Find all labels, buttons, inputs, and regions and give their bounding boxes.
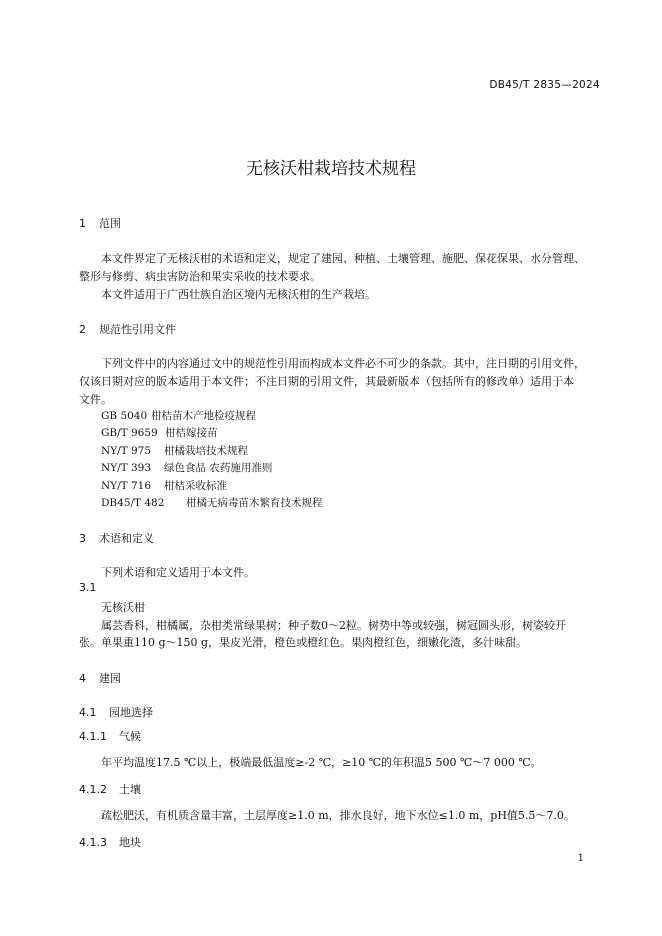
soil-requirements: 疏松肥沃，有机质含量丰富，土层厚度≥1.0 m，排水良好，地下水位≤1.0 m，pH值5.5～7.0。 [101, 809, 575, 822]
reference-code: NY/T 716 [101, 480, 152, 492]
terms-intro: 下列术语和定义适用于本文件。 [101, 566, 255, 579]
section-title: 建园 [99, 672, 121, 685]
reference-code: NY/T 975 [101, 445, 152, 457]
reference-title: 绿色食品 农药施用准则 [164, 462, 273, 474]
reference-title: 柑桔采收标准 [164, 480, 227, 492]
reference-title: 柑橘无病毒苗木繁育技术规程 [186, 497, 323, 509]
reference-title: 柑橘栽培技术规程 [164, 445, 248, 457]
section-4-heading [79, 670, 121, 686]
reference-item [101, 408, 256, 423]
section-1-heading [79, 215, 121, 231]
reference-item [101, 478, 227, 493]
reference-title: 柑桔嫁接苗 [165, 427, 218, 439]
reference-code: DB45/T 482 [101, 497, 165, 509]
reference-item [101, 425, 218, 440]
document-number: DB45/T 2835—2024 [489, 79, 600, 91]
section-title: 规范性引用文件 [99, 323, 176, 336]
term-number: 3.1 [79, 581, 97, 594]
references-intro-line-3: 文件。 [79, 393, 112, 406]
section-number: 4 [79, 672, 86, 685]
scope-paragraph-1-line-1: 本文件界定了无核沃柑的术语和定义，规定了建园、种植、土壤管理、施肥、保花保果、水分管理、 [101, 252, 585, 265]
subsection-number: 4.1.2 [79, 783, 107, 796]
subsection-4-1-2-heading [79, 781, 141, 797]
scope-paragraph-1-line-2: 整形与修剪、病虫害防治和果实采收的技术要求。 [79, 270, 321, 283]
reference-code: NY/T 393 [101, 462, 152, 474]
reference-item [101, 443, 248, 458]
reference-item [101, 495, 323, 510]
term-definition-line-2: 张。单果重110 g～150 g，果皮光滑，橙色或橙红色。果肉橙红色，细嫩化渣，多汁味甜。 [79, 636, 528, 649]
subsection-title: 气候 [119, 730, 141, 743]
scope-paragraph-2: 本文件适用于广西壮族自治区境内无核沃柑的生产栽培。 [101, 288, 376, 301]
reference-title: 柑桔苗木产地检疫规程 [151, 410, 256, 422]
term-definition-line-1: 属芸香科，柑橘属，杂柑类常绿果树；种子数0～2粒。树势中等或较强，树冠圆头形，树姿较开 [101, 619, 566, 632]
section-number: 1 [79, 217, 86, 230]
climate-requirements: 年平均温度17.5 ℃以上，极端最低温度≥-2 ℃，≥10 ℃的年积温5 500 ℃～7 000 ℃。 [101, 756, 542, 769]
section-title: 范围 [99, 217, 121, 230]
references-intro-line-2: 仅该日期对应的版本适用于本文件；不注日期的引用文件，其最新版本（包括所有的修改单）适用于本 [79, 375, 574, 388]
subsection-title: 园地选择 [109, 706, 153, 719]
document-title: 无核沃柑栽培技术规程 [246, 159, 416, 179]
section-number: 2 [79, 323, 86, 336]
subsection-4-1-1-heading [79, 728, 141, 744]
section-title: 术语和定义 [99, 532, 154, 545]
subsection-4-1-3-heading [79, 834, 141, 850]
subsection-number: 4.1 [79, 706, 97, 719]
reference-code: GB 5040 [101, 410, 148, 422]
section-number: 3 [79, 532, 86, 545]
reference-code: GB/T 9659 [101, 427, 158, 439]
subsection-title: 土壤 [119, 783, 141, 796]
subsection-number: 4.1.1 [79, 730, 107, 743]
reference-item [101, 460, 272, 475]
references-intro-line-1: 下列文件中的内容通过文中的规范性引用而构成本文件必不可少的条款。其中，注日期的引用文件， [101, 357, 585, 370]
subsection-4-1-heading [79, 704, 153, 720]
section-3-heading [79, 530, 154, 546]
section-2-heading [79, 321, 176, 337]
subsection-title: 地块 [119, 836, 141, 849]
subsection-number: 4.1.3 [79, 836, 107, 849]
term-name: 无核沃柑 [101, 601, 145, 614]
page-number: 1 [577, 853, 584, 864]
